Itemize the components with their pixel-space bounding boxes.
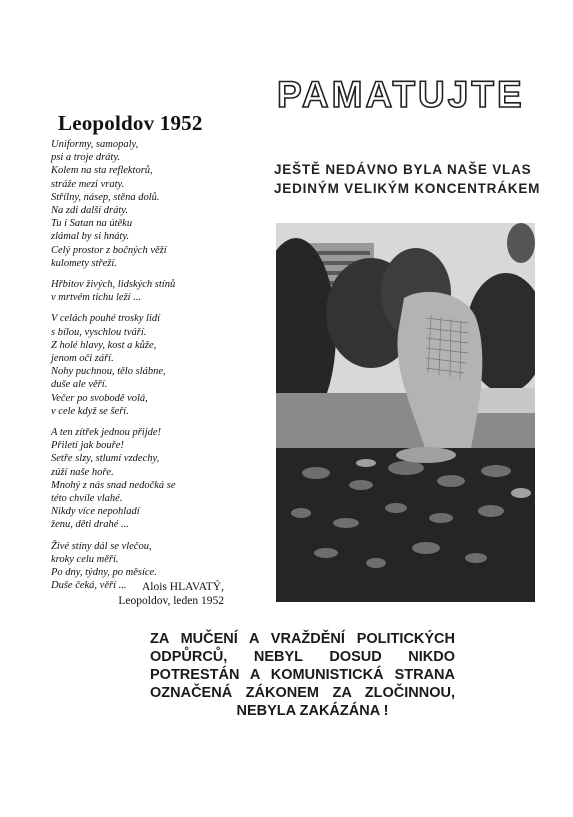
bottom-statement-line-4: OZNAČENÁ ZÁKONEM ZA ZLOČINNOU, — [150, 685, 455, 701]
poem-stanza — [51, 426, 251, 532]
subheadline — [274, 160, 573, 198]
subheadline-line-2: JEDINÝM VELIKÝM KONCENTRÁKEM — [274, 181, 541, 196]
poem-line: Nohy puchnou, tělo slábne, — [51, 366, 166, 378]
bottom-statement-line-3: POTRESTÁN A KOMUNISTICKÁ STRANA — [150, 667, 455, 683]
poem-line: Střílny, násep, stěna dolů. — [51, 191, 160, 203]
memorial-photo-illustration — [276, 223, 535, 602]
poem-stanza — [51, 278, 251, 304]
poem-signature — [100, 580, 224, 608]
poem-line: duše ale věří. — [51, 379, 108, 391]
poem-line: stráže mezi vraty. — [51, 178, 125, 190]
poem-line: této chvíle vlahé. — [51, 493, 123, 505]
subheadline-line-1: JEŠTĚ NEDÁVNO BYLA NAŠE VLAS — [274, 162, 532, 177]
poem-line: jenom oči září. — [51, 353, 114, 365]
poem-line: Živé stíny dál se vlečou, — [51, 540, 152, 552]
poem-line: Duše čeká, věří ... — [51, 580, 127, 592]
poem-line: A ten zítřek jednou přijde! — [51, 427, 162, 439]
bottom-statement-line-5: NEBYLA ZAKÁZÁNA ! — [236, 703, 389, 719]
poem-line: Tu i Satan na útěku — [51, 218, 133, 230]
bottom-statement-line-1: ZA MUČENÍ A VRAŽDĚNÍ POLITICKÝCH — [150, 631, 455, 647]
poem-line: zlámal by si hnáty. — [51, 231, 130, 243]
poem-line: Večer po svobodě volá, — [51, 392, 148, 404]
poem-line: Uniformy, samopaly, — [51, 139, 139, 150]
poem-author: Alois HLAVATÝ, — [141, 581, 224, 593]
poem-line: Z holé hlavy, kost a kůže, — [51, 339, 157, 351]
poem-line: kroky celu měří. — [51, 553, 119, 565]
poem-stanza — [51, 138, 251, 270]
poem-stanza — [51, 312, 251, 418]
bottom-statement — [150, 630, 455, 720]
poem-line: Na zdi další dráty. — [51, 205, 129, 217]
poem-line: Po dny, týdny, po měsíce. — [51, 567, 157, 579]
poem-line: Celý prostor z bočných věží — [51, 244, 167, 256]
poem-line: kulomety střeží. — [51, 257, 117, 269]
poem-line: v mrtvém tichu leží ... — [51, 292, 142, 304]
poem-line: s bílou, vyschlou tváří. — [51, 326, 147, 338]
poem-line: v cele když se šeří. — [51, 405, 129, 417]
poem-line: Setře slzy, stlumí vzdechy, — [51, 453, 160, 465]
poem-line: zúží naše hoře. — [51, 466, 114, 478]
poem-line: psi a troje dráty. — [51, 152, 121, 164]
poem-place-date: Leopoldov, leden 1952 — [118, 595, 224, 607]
poem-line: Přiletí jak bouře! — [51, 440, 124, 452]
poem-body — [51, 138, 251, 601]
headline: PAMATUJTE — [277, 74, 525, 115]
bottom-statement-line-2: ODPŮRCŮ, NEBYL DOSUD NIKDO — [150, 649, 455, 665]
poem-line: Nikdy více nepohladí — [51, 506, 140, 518]
poem-line: ženu, děti drahé ... — [51, 519, 129, 531]
poem-line: Kolem na sta reflektorů, — [51, 165, 153, 177]
memorial-photo — [276, 223, 535, 602]
poem-title: Leopoldov 1952 — [58, 111, 203, 135]
poem-line: V celách pouhé trosky lidí — [51, 313, 161, 325]
poem-line: Hřbitov živých, lidských stínů — [51, 279, 176, 291]
poem-line: Mnohý z nás snad nedočká se — [51, 479, 176, 491]
